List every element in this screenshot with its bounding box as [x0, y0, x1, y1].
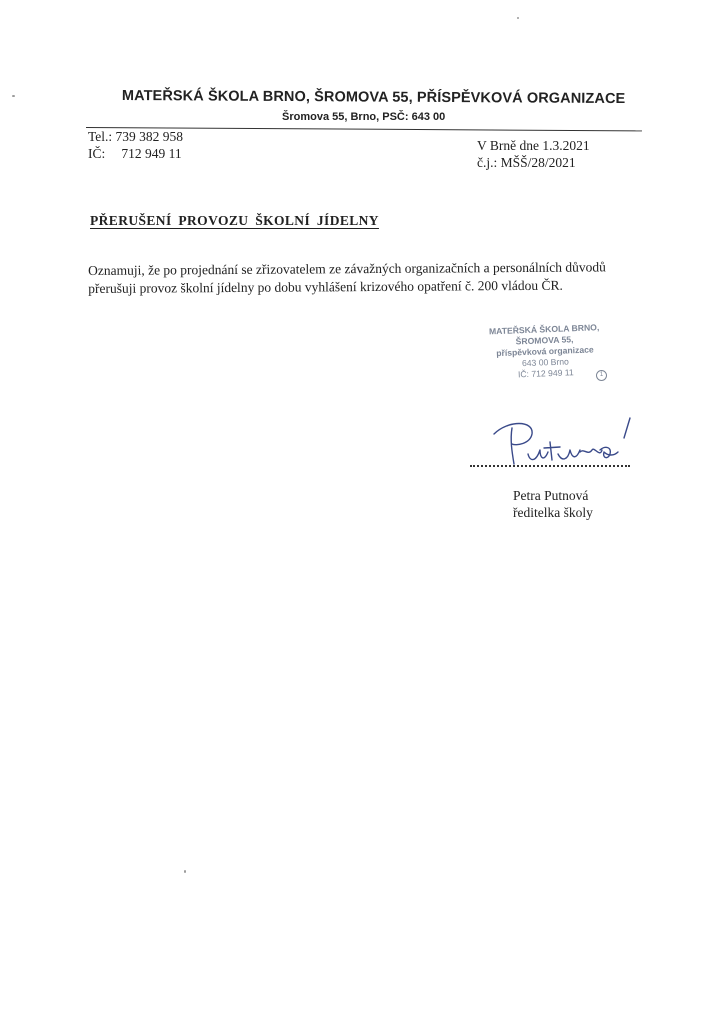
- body-line-1: Oznamuji, že po projednání se zřizovatelem ze závažných organizačních a personálních důvodů: [88, 259, 606, 278]
- scan-speck: [517, 17, 519, 19]
- signer-block: [513, 487, 593, 521]
- signature-line: [470, 465, 630, 467]
- stamp-line-2: ŠROMOVA 55,: [515, 334, 574, 347]
- body-line-2: přerušuji provoz školní jídelny po dobu vyhlášení krizového opatření č. 200 vládou ČR.: [88, 277, 563, 296]
- scan-speck: [184, 870, 186, 873]
- stamp-line-1: MATEŘSKÁ ŠKOLA BRNO,: [488, 322, 600, 337]
- official-stamp: [474, 322, 616, 382]
- contact-block: [88, 128, 183, 162]
- date-reference-block: [477, 137, 590, 171]
- contact-ic: [88, 145, 183, 162]
- body-text: [88, 258, 648, 298]
- letterhead-address: Šromova 55, Brno, PSČ: 643 00: [282, 111, 446, 123]
- stamp-line-3: příspěvková organizace: [496, 344, 594, 359]
- signer-name: Petra Putnová: [513, 488, 589, 503]
- contact-ic-value: 712 949 11: [121, 146, 182, 161]
- contact-tel: Tel.: 739 382 958: [88, 129, 184, 144]
- subject-heading: PŘERUŠENÍ PROVOZU ŠKOLNÍ JÍDELNY: [90, 213, 379, 228]
- stamp-line-5: IČ: 712 949 11: [517, 367, 574, 380]
- stamp-line-4: 643 00 Brno: [521, 356, 569, 369]
- scan-speck: [12, 95, 15, 97]
- handwritten-signature: [488, 412, 638, 472]
- reference-number: č.j.: MŠŠ/28/2021: [477, 155, 576, 170]
- contact-ic-label: IČ:: [88, 146, 106, 161]
- stamp-circle-mark: 1: [596, 370, 607, 381]
- letterhead-title: MATEŘSKÁ ŠKOLA BRNO, ŠROMOVA 55, PŘÍSPĚVKOVÁ ORGANIZACE: [121, 88, 626, 108]
- place-date: V Brně dne 1.3.2021: [477, 138, 590, 153]
- signer-role: ředitelka školy: [513, 505, 593, 520]
